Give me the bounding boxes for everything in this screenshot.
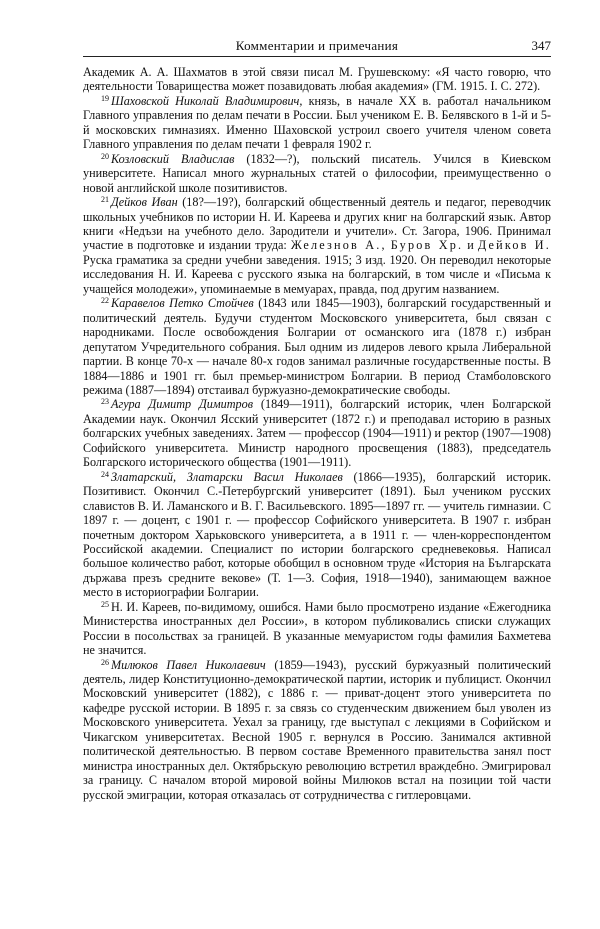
note-19: $^{19}$ Шаховской Николай Владимирович, князь, в начале XX в. работал начальником Главного управления по делам печати в России. Был учеником Е. В. Белявского в 1-й и 5-й московских гимназиях. Именно Шаховской устроил своего учителя членом совета Главного управления по делам печати 1 февраля 1902 г. <box>83 93 552 152</box>
page-number: 347 <box>531 38 551 53</box>
note-person-name: Златарский, Златарски Васил Николаев <box>111 469 343 484</box>
note-21: $^{21}$ Дейков Иван (18?—19?), болгарский общественный деятель и педагог, переводчик школьных учебников по истории Н. И. Кареева и других книг на болгарский язык. Автор книги «Недъзи на учебното дело. Зародители и учители». Ст. Загора, 1906. Принимал участие в подготовке и издании труда: Железнов А., Буров Хр. и Дейков И. Руска граматика за средни учебни заведения. 1915; 3 изд. 1920. Он переводил некоторые исследования Н. И. Кареева с русского языка на болгарский, в том числе и «Письма к учащейся молодежи», упоминаемые в мемуарах, правда, под другим названием. <box>83 195 552 296</box>
page <box>83 38 551 802</box>
note-26: $^{26}$ Милюков Павел Николаевич (1859—1943), русский буржуазный политический деятель, лидер Конституционно-демократической партии, историк и публицист. Окончил Московский университет (1882), с 1886 г. — приват-доцент этого университета по кафедре русской истории. В 1895 г. за связь со студенческим движением был уволен из Московского университета. Уехал за границу, где выступал с лекциями в Софийском и Чикагском университетах. Весной 1905 г. вернулся в Россию. Занимался активной политической деятельностью. В первом составе Временного правительства занял пост министра иностранных дел. Октябрьскую революцию встретил враждебно. Эмигрировал за границу. С началом второй мировой войны Милюков встал на позиции той части русской эмиграции, которая отказалась от сотрудничества с гитлеровцами. <box>83 657 551 802</box>
running-header <box>83 38 551 57</box>
note-number: 26 <box>101 657 109 667</box>
spaced-author: Дейков И. <box>477 238 552 253</box>
header-title: Комментарии и примечания <box>235 38 399 53</box>
note-person-name: Дейков Иван <box>111 195 178 210</box>
note-22: $^{22}$ Каравелов Петко Стойчев (1843 или 1845—1903), болгарский государственный и политический деятель. Будучи студентом Московского университета, был связан с народниками. После освобождения Болгарии от османского ига (1878 г.) избран депутатом Учредительного собрания. Был одним из лидеров левого крыла Либеральной партии. В конце 70-х — начале 80-х годов занимал различные государственные посты. В 1884—1886 и 1901 гг. был премьер-министром Болгарии. В период Стамболовского режима (1887—1894) отстаивал буржуазно-демократические свободы. <box>83 296 552 397</box>
note-number: 22 <box>101 296 109 306</box>
note-person-name: Шаховской Николай Владимирович, <box>111 93 303 108</box>
note-person-name: Милюков Павел Николаевич <box>111 657 266 672</box>
note-continuation: Академик А. А. Шахматов в этой связи писал М. Грушевскому: «Я часто говорю, что деятельности Товарищества может позавидовать любая академия» (ГМ. 1915. I. С. 272). <box>83 65 551 94</box>
notes-body <box>83 65 551 802</box>
note-24: $^{24}$ Златарский, Златарски Васил Николаев (1866—1935), болгарский историк. Позитивист. Окончил С.-Петербургский университет (1891). Был учеником русских славистов В. И. Ламанского и В. Г. Васильевского. 1895—1897 гг. — учитель гимназии. С 1897 г. — доцент, с 1901 г. — профессор Софийского университета. В 1907 г. избран почетным доктором Харьковского университета, а в 1911 г. — член-корреспондентом Российской академии. Специалист по истории болгарского средневековья. Написал большое количество работ, которые обобщил в основном труде «История на Българската държава презъ средните векове» (Т. 1—3. София, 1918—1940), занимающем важное место в историографии Болгарии. <box>83 469 552 600</box>
spaced-author: Железнов А., <box>290 238 387 253</box>
note-25: $^{25}$ Н. И. Кареев, по-видимому, ошибся. Нами было просмотрено издание «Ежегодника Министерства иностранных дел России», в котором публиковались списки служащих России в посольствах за границей. В указанные мемуаристом годы фамилия Бахметева не значится. <box>83 599 551 658</box>
note-number: 23 <box>101 397 109 407</box>
note-person-name: Каравелов Петко Стойчев <box>111 296 254 311</box>
note-23: $^{23}$ Агура Димитр Димитров (1849—1911), болгарский историк, член Болгарской Академии наук. Окончил Ясский университет (1872 г.) и преподавал историю в разных болгарских учебных заведениях. Затем — профессор (1904—1911) и ректор (1907—1908) Софийского университета. Министр народного просвещения (1883), председатель Болгарского исторического общества (1901—1911). <box>83 397 551 470</box>
note-number: 19 <box>101 93 109 103</box>
note-person-name: Козловский Владислав <box>111 151 235 166</box>
note-number: 24 <box>101 469 109 479</box>
note-number: 20 <box>101 151 109 161</box>
note-number: 21 <box>101 195 109 205</box>
note-person-name: Агура Димитр Димитров <box>111 397 254 412</box>
note-20: $^{20}$ Козловский Владислав (1832—?), польский писатель. Учился в Киевском университете. Написал много журнальных статей о философии, преимущественно о новой английской школе позитивистов. <box>83 151 552 195</box>
note-number: 25 <box>101 599 109 609</box>
spaced-author: Буров Хр. <box>390 238 464 253</box>
